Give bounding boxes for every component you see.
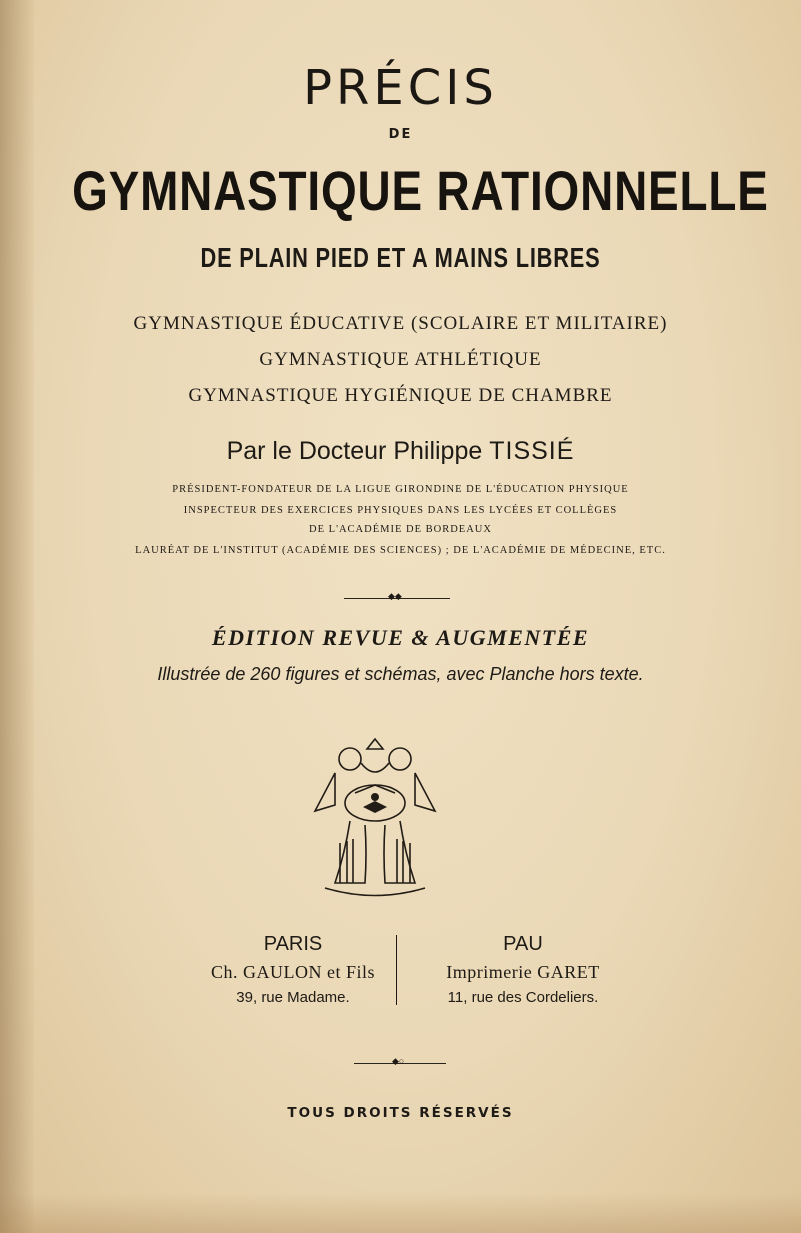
author-surname: TISSIÉ	[489, 437, 575, 465]
page-edge-shadow	[0, 0, 34, 1233]
de-word: DE	[388, 127, 413, 142]
page-bottom-shadow	[0, 1193, 801, 1233]
publisher-name-pau: Imprimerie GARET	[446, 962, 600, 982]
author-prefix: Par le Docteur Philippe	[226, 437, 483, 465]
precis-heading: PRÉCIS	[303, 60, 498, 116]
gym-type-2: GYMNASTIQUE ATHLÉTIQUE	[259, 349, 542, 370]
publisher-paris	[208, 933, 378, 1006]
publisher-name-paris: Ch. GAULON et Fils	[210, 962, 375, 982]
publisher-address-paris: 39, rue Madame.	[236, 989, 350, 1006]
publisher-city-paris: PARIS	[263, 933, 323, 955]
credential-1: PRÉSIDENT-FONDATEUR DE LA LIGUE GIRONDINE DE L'ÉDUCATION PHYSIQUE	[172, 484, 629, 495]
publisher-address-pau: 11, rue des Cordeliers.	[447, 989, 599, 1006]
credential-4: LAURÉAT DE L'INSTITUT (ACADÉMIE DES SCIENCES) ; DE L'ACADÉMIE DE MÉDECINE, ETC.	[135, 545, 666, 556]
rights-notice: TOUS DROITS RÉSERVÉS	[287, 1105, 514, 1121]
credential-3: DE L'ACADÉMIE DE BORDEAUX	[309, 524, 492, 535]
title-page: PRÉCIS DE GYMNASTIQUE RATIONNELLE DE PLAIN PIED ET A MAINS LIBRES GYMNASTIQUE ÉDUCATIVE (SCOLAIRE ET MILITAIRE) GYMNASTIQUE ATHLÉTIQUE GYMNASTIQUE HYGIÉNIQUE DE CHAMBRE Par le Docteur Philippe TISSIÉ PRÉSIDENT-FONDATEUR DE LA LIGUE GIRONDINE DE L'ÉDUCATION PHYSIQUE INSPECTEUR DES EXERCICES PHYSIQUES DANS LES LYCÉES ET COLLÈGES DE L'ACADÉMIE DE BORDEAUX LAURÉAT DE L'INSTITUT (ACADÉMIE DES SCIENCES) ; DE L'ACADÉMIE DE MÉDECINE, ETC. ◆◆ ÉDITION REVUE & AUGMENTÉE Illustrée de 260 figures et schémas, avec Planche hors texte. PARIS Ch. GAULON et Fils 39, rue Madame. PAU Imprimerie GARET 11, rue des Cordeliers. ◆○ TOUS DROITS RÉSERVÉS	[0, 0, 801, 1233]
illustrations-line: Illustrée de 260 figures et schémas, avec Planche hors texte.	[157, 664, 644, 684]
subtitle: DE PLAIN PIED ET A MAINS LIBRES	[200, 242, 601, 273]
publisher-divider	[396, 935, 397, 1005]
gym-type-1: GYMNASTIQUE ÉDUCATIVE (SCOLAIRE ET MILITAIRE)	[133, 313, 668, 334]
publisher-pau	[418, 933, 628, 1006]
edition-line: ÉDITION REVUE & AUGMENTÉE	[211, 625, 590, 650]
author-line	[0, 437, 801, 466]
gymnasts-emblem-icon	[305, 733, 445, 905]
publisher-city-pau: PAU	[503, 933, 543, 955]
main-title: GYMNASTIQUE RATIONNELLE	[72, 159, 769, 222]
gym-type-3: GYMNASTIQUE HYGIÉNIQUE DE CHAMBRE	[188, 385, 613, 406]
credential-2: INSPECTEUR DES EXERCICES PHYSIQUES DANS LES LYCÉES ET COLLÈGES	[183, 505, 618, 516]
